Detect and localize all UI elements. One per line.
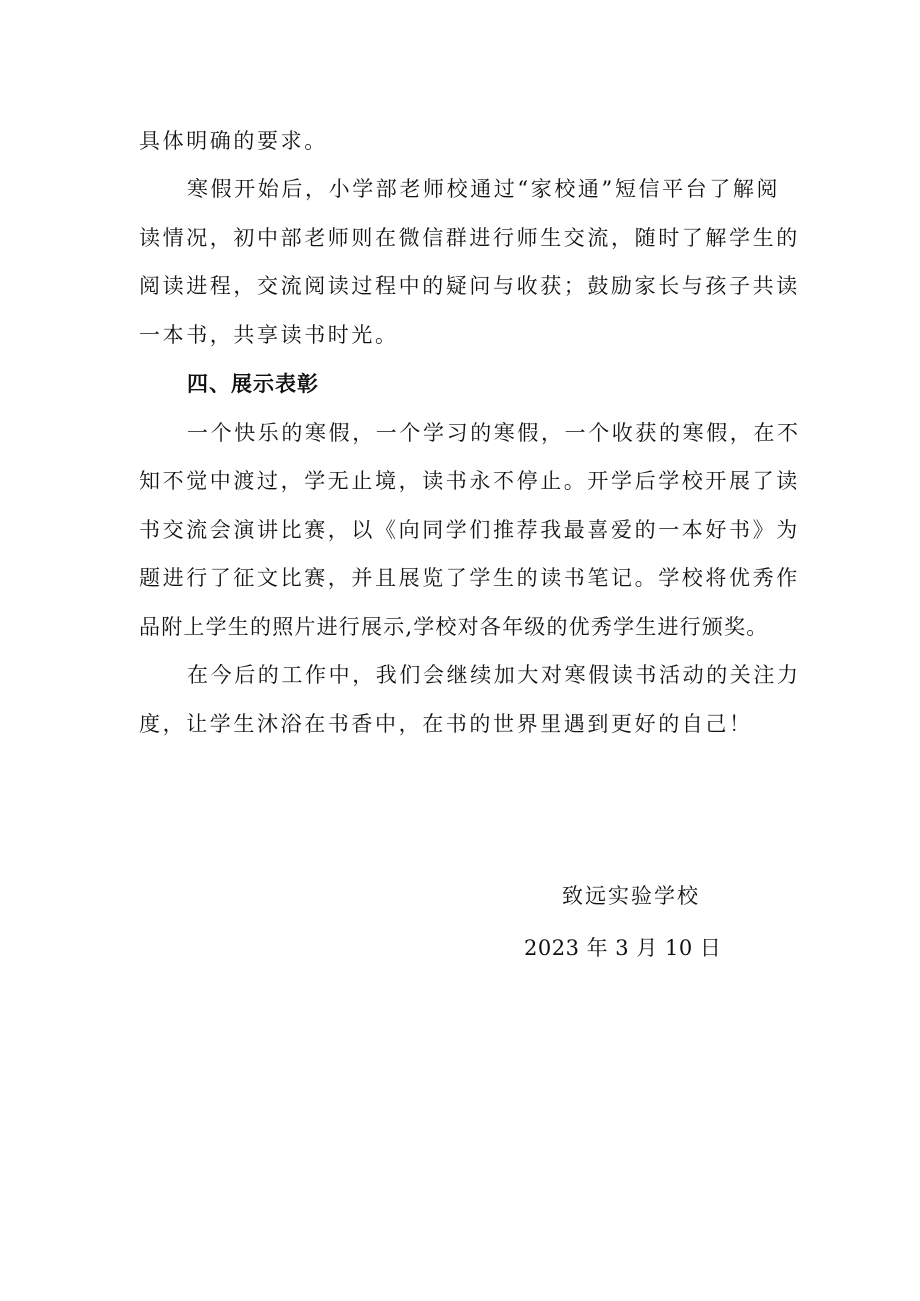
paragraph-line: 一本书，共享读书时光。	[139, 323, 399, 347]
paragraph-line: 具体明确的要求。	[139, 129, 328, 153]
paragraph-line: 阅读进程，交流阅读过程中的疑问与收获；鼓励家长与孩子共读	[139, 274, 800, 298]
paragraph-line: 一个快乐的寒假，一个学习的寒假，一个收获的寒假，在不	[187, 421, 801, 445]
paragraph-line: 度，让学生沐浴在书香中，在书的世界里遇到更好的自己！	[139, 712, 753, 736]
paragraph-line: 在今后的工作中，我们会继续加大对寒假读书活动的关注力	[187, 663, 801, 687]
signature-school: 致远实验学校	[562, 884, 700, 908]
paragraph-line: 寒假开始后，小学部老师校通过“家校通”短信平台了解阅	[187, 177, 781, 201]
paragraph-line: 品附上学生的照片进行展示,学校对各年级的优秀学生进行颁奖。	[139, 615, 769, 639]
paragraph-line: 题进行了征文比赛，并且展览了学生的读书笔记。学校将优秀作	[139, 566, 800, 590]
signature-date: 2023 年 3 月 10 日	[524, 936, 722, 960]
paragraph-line: 书交流会演讲比赛，以《向同学们推荐我最喜爱的一本好书》为	[139, 518, 800, 542]
paragraph-line: 读情况，初中部老师则在微信群进行师生交流，随时了解学生的	[139, 226, 800, 250]
paragraph-line: 知不觉中渡过，学无止境，读书永不停止。开学后学校开展了读	[139, 469, 800, 493]
section-heading: 四、展示表彰	[187, 372, 319, 396]
